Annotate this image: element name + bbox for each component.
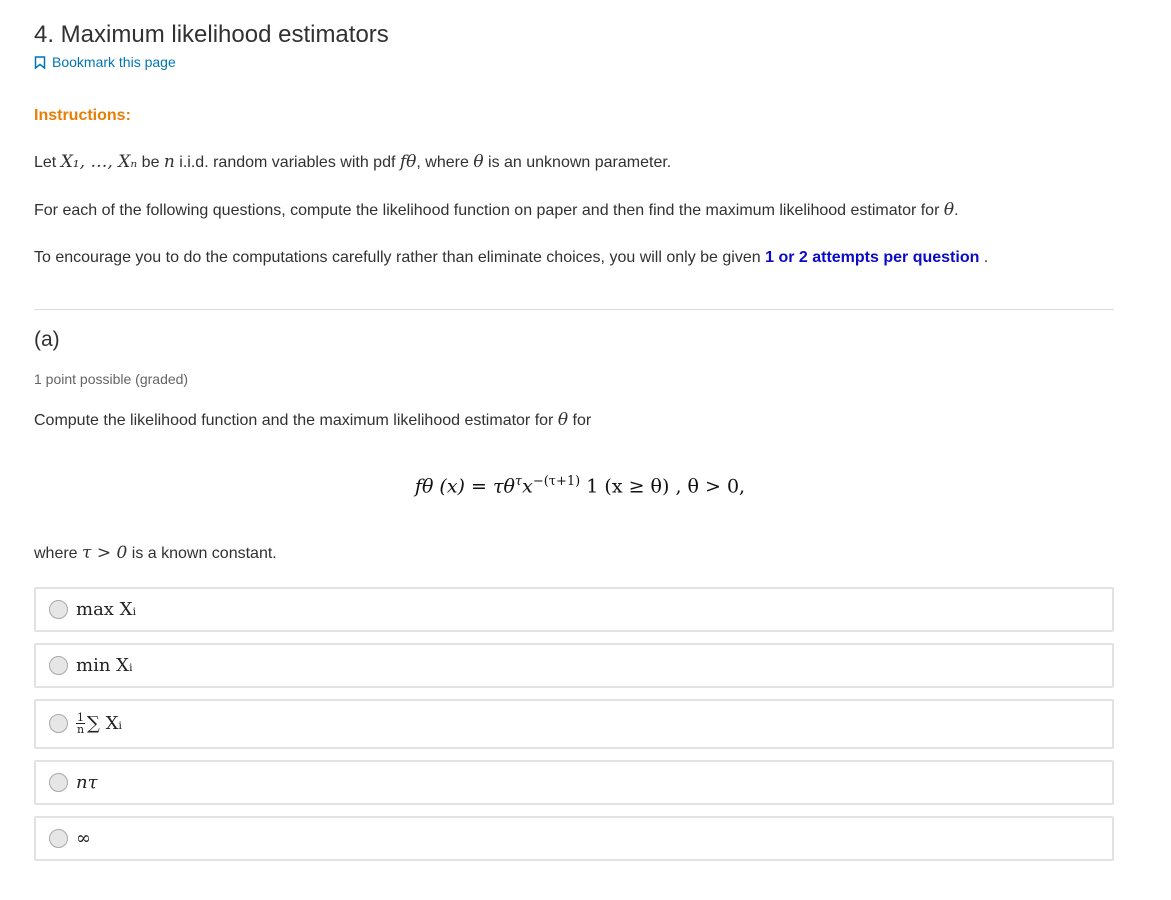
- choice-infinity[interactable]: [34, 816, 1114, 861]
- instructions-paragraph-1: Let X₁, …, Xₙ be n i.i.d. random variables with pdf fθ, where θ is an unknown parameter.: [34, 151, 672, 172]
- choice-n-tau[interactable]: [34, 760, 1114, 805]
- math-vars: X₁, …, Xₙ: [60, 151, 138, 172]
- radio-button[interactable]: [49, 714, 68, 733]
- instructions-heading: Instructions:: [34, 106, 131, 124]
- radio-button[interactable]: [49, 656, 68, 675]
- choice-label: nτ: [76, 771, 98, 793]
- page-title: 4. Maximum likelihood estimators: [34, 21, 389, 48]
- radio-button[interactable]: [49, 600, 68, 619]
- math-theta: θ: [473, 151, 484, 172]
- where-text: where τ > 0 is a known constant.: [34, 542, 277, 563]
- radio-button[interactable]: [49, 773, 68, 792]
- choice-group: [34, 587, 1114, 861]
- math-theta: θ: [557, 409, 569, 430]
- choice-label: ∑ Xᵢ: [87, 713, 123, 735]
- choice-min[interactable]: [34, 643, 1114, 688]
- math-n: n: [163, 151, 175, 172]
- math-theta: θ: [943, 199, 955, 220]
- instructions-paragraph-2: For each of the following questions, compute the likelihood function on paper and then find the maximum likelihood estimator for θ.: [34, 199, 959, 220]
- choice-label: ∞: [76, 827, 91, 849]
- choice-label: min Xᵢ: [76, 654, 133, 676]
- question-text: Compute the likelihood function and the maximum likelihood estimator for θ for: [34, 409, 592, 430]
- attempts-emphasis: 1 or 2 attempts per question: [765, 248, 980, 266]
- choice-max[interactable]: [34, 587, 1114, 632]
- radio-button[interactable]: [49, 829, 68, 848]
- bookmark-button[interactable]: [34, 54, 176, 70]
- choice-label: max Xᵢ: [76, 598, 137, 620]
- fraction: $\frac{1}{n}$: [76, 711, 85, 737]
- problem-part-label: (a): [34, 327, 60, 351]
- choice-mean[interactable]: [34, 699, 1114, 749]
- bookmark-label: Bookmark this page: [52, 54, 176, 70]
- math-tau-condition: τ > 0: [82, 542, 128, 563]
- pdf-formula: fθ $(x) = \tau\theta^\tau x^{-(\tau+1)}$ 1 (x ≥ θ) , θ > 0,: [414, 473, 746, 497]
- instructions-paragraph-3: To encourage you to do the computations carefully rather than eliminate choices, you will only be given 1 or 2 attempts per question .: [34, 248, 989, 266]
- bookmark-icon: [34, 56, 46, 69]
- math-pdf: fθ: [399, 151, 417, 172]
- section-divider: [34, 309, 1114, 310]
- points-possible: 1 point possible (graded): [34, 370, 189, 387]
